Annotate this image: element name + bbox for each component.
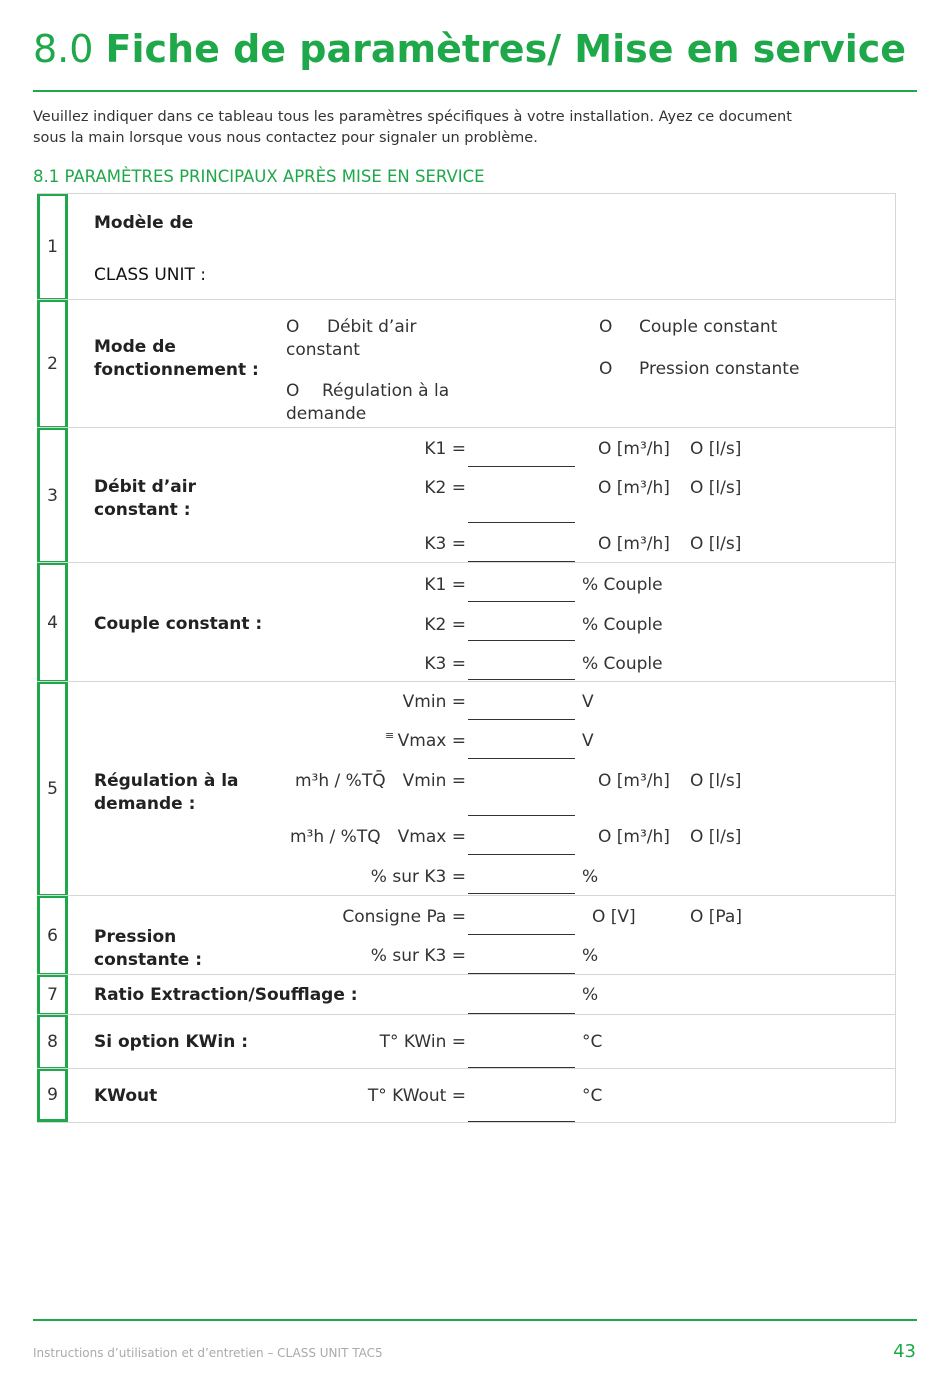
- row-1-label-b: CLASS UNIT :: [94, 265, 207, 285]
- row-number: 5: [37, 682, 68, 895]
- row-number: 7: [37, 975, 68, 1014]
- vmax-input-line[interactable]: [468, 758, 575, 759]
- option-radio-icon[interactable]: O: [599, 359, 613, 379]
- row-number: 8: [37, 1015, 68, 1068]
- q-vmax-label: Vmax =: [397, 827, 466, 847]
- volt-unit: V: [582, 731, 594, 751]
- option-radio-icon[interactable]: O: [286, 381, 300, 401]
- q-vmax-prefix: m³h / %TQ: [290, 827, 381, 847]
- unit-ls-option[interactable]: O [l/s]: [690, 439, 742, 459]
- unit-m3h-option[interactable]: O [m³/h]: [598, 478, 670, 498]
- celsius-unit: °C: [582, 1032, 603, 1052]
- unit-m3h-option[interactable]: O [m³/h]: [598, 439, 670, 459]
- unit-pa-option[interactable]: O [Pa]: [690, 907, 742, 927]
- k3-pct-input-line[interactable]: [468, 893, 575, 894]
- celsius-unit: °C: [582, 1086, 603, 1106]
- table-row-6: [37, 896, 895, 975]
- unit-ls-option[interactable]: O [l/s]: [690, 534, 742, 554]
- section-title: 8.1 PARAMÈTRES PRINCIPAUX APRÈS MISE EN SERVICE: [33, 167, 485, 186]
- option-couple-constant: Couple constant: [639, 317, 778, 337]
- table-row-8: [37, 1015, 895, 1069]
- unit-m3h-option[interactable]: O [m³/h]: [598, 771, 670, 791]
- option-pression-constante: Pression constante: [639, 359, 800, 379]
- k1-label: K1 =: [424, 439, 466, 459]
- option-radio-icon[interactable]: O: [599, 317, 613, 337]
- vmax-label: Vmax =: [397, 731, 466, 751]
- unit-m3h-option[interactable]: O [m³/h]: [598, 827, 670, 847]
- table-row-5: [37, 682, 895, 896]
- row-number: 1: [37, 194, 68, 299]
- small-mark: ≡: [385, 729, 395, 742]
- unit-ls-option[interactable]: O [l/s]: [690, 771, 742, 791]
- couple-unit: % Couple: [582, 615, 663, 635]
- k3-pct-input-line[interactable]: [468, 973, 575, 974]
- option-regulation-demande: Régulation à la demande: [286, 381, 450, 424]
- k2-label: K2 =: [424, 615, 466, 635]
- row-number: 6: [37, 896, 68, 974]
- vmin-input-line[interactable]: [468, 719, 575, 720]
- intro-paragraph: Veuillez indiquer dans ce tableau tous les paramètres spécifiques à votre installation. Ayez ce document sous la main lorsque vous nous contactez pour signaler un problème.: [33, 109, 792, 146]
- unit-ls-option[interactable]: O [l/s]: [690, 827, 742, 847]
- page-title: [33, 22, 933, 76]
- k3-label: K3 =: [424, 534, 466, 554]
- row-5-label: Régulation à la demande :: [94, 771, 239, 814]
- k3-pct-label: % sur K3 =: [370, 946, 466, 966]
- page-number: 43: [893, 1341, 916, 1362]
- q-vmax-input-line[interactable]: [468, 854, 575, 855]
- volt-unit: V: [582, 692, 594, 712]
- couple-unit: % Couple: [582, 575, 663, 595]
- row-number: 4: [37, 563, 68, 681]
- table-row-1: [37, 193, 895, 300]
- option-debit-air-constant: Débit d’air constant: [286, 317, 417, 360]
- unit-m3h-option[interactable]: O [m³/h]: [598, 534, 670, 554]
- parameters-table: [37, 193, 896, 1123]
- row-number: 2: [37, 300, 68, 427]
- kwout-input-line[interactable]: [468, 1121, 575, 1122]
- percent-unit: %: [582, 946, 599, 966]
- q-vmin-prefix: m³h / %TQ̄: [295, 771, 386, 791]
- row-6-label: Pression constante :: [94, 927, 203, 970]
- consigne-input-line[interactable]: [468, 934, 575, 935]
- k2-label: K2 =: [424, 478, 466, 498]
- row-3-label: Débit d’air constant :: [94, 477, 196, 520]
- title-rule: [33, 90, 917, 92]
- footer-rule: [33, 1319, 917, 1321]
- k1-label: K1 =: [424, 575, 466, 595]
- row-2-label: Mode de fonctionnement :: [94, 337, 259, 380]
- k3-pct-label: % sur K3 =: [370, 867, 466, 887]
- percent-unit: %: [582, 867, 599, 887]
- percent-unit: %: [582, 985, 599, 1005]
- row-number: 9: [37, 1069, 68, 1122]
- kwin-input-line[interactable]: [468, 1067, 575, 1068]
- table-row-3: [37, 428, 895, 563]
- q-vmin-input-line[interactable]: [468, 815, 575, 816]
- row-7-label: Ratio Extraction/Soufflage :: [94, 985, 358, 1005]
- table-row-7: [37, 975, 895, 1015]
- k3-label: K3 =: [424, 654, 466, 674]
- k3-input-line[interactable]: [468, 561, 575, 562]
- k1-input-line[interactable]: [468, 466, 575, 467]
- footer-text: Instructions d’utilisation et d’entretien – CLASS UNIT TAC5: [33, 1346, 383, 1360]
- kwout-label: T° KWout =: [367, 1086, 466, 1106]
- row-8-label: Si option KWin :: [94, 1032, 249, 1052]
- k1-input-line[interactable]: [468, 601, 575, 602]
- vmin-label: Vmin =: [402, 692, 466, 712]
- couple-unit: % Couple: [582, 654, 663, 674]
- table-row-4: [37, 563, 895, 682]
- q-vmin-label: Vmin =: [402, 771, 466, 791]
- title-number: 8.0: [33, 27, 94, 71]
- option-radio-icon[interactable]: O: [286, 317, 300, 337]
- kwin-label: T° KWin =: [379, 1032, 466, 1052]
- k2-input-line[interactable]: [468, 640, 575, 641]
- ratio-input-line[interactable]: [468, 1013, 575, 1014]
- table-row-2: [37, 300, 895, 428]
- row-9-label: KWout: [94, 1086, 158, 1106]
- row-1-label-a: Modèle de: [94, 213, 194, 233]
- row-number: 3: [37, 428, 68, 562]
- unit-ls-option[interactable]: O [l/s]: [690, 478, 742, 498]
- table-row-9: [37, 1069, 895, 1123]
- unit-v-option[interactable]: O [V]: [592, 907, 636, 927]
- k3-input-line[interactable]: [468, 679, 575, 680]
- consigne-label: Consigne Pa =: [342, 907, 466, 927]
- row-4-label: Couple constant :: [94, 614, 263, 634]
- title-text: Fiche de paramètres/ Mise en service: [105, 27, 907, 71]
- k2-input-line[interactable]: [468, 522, 575, 523]
